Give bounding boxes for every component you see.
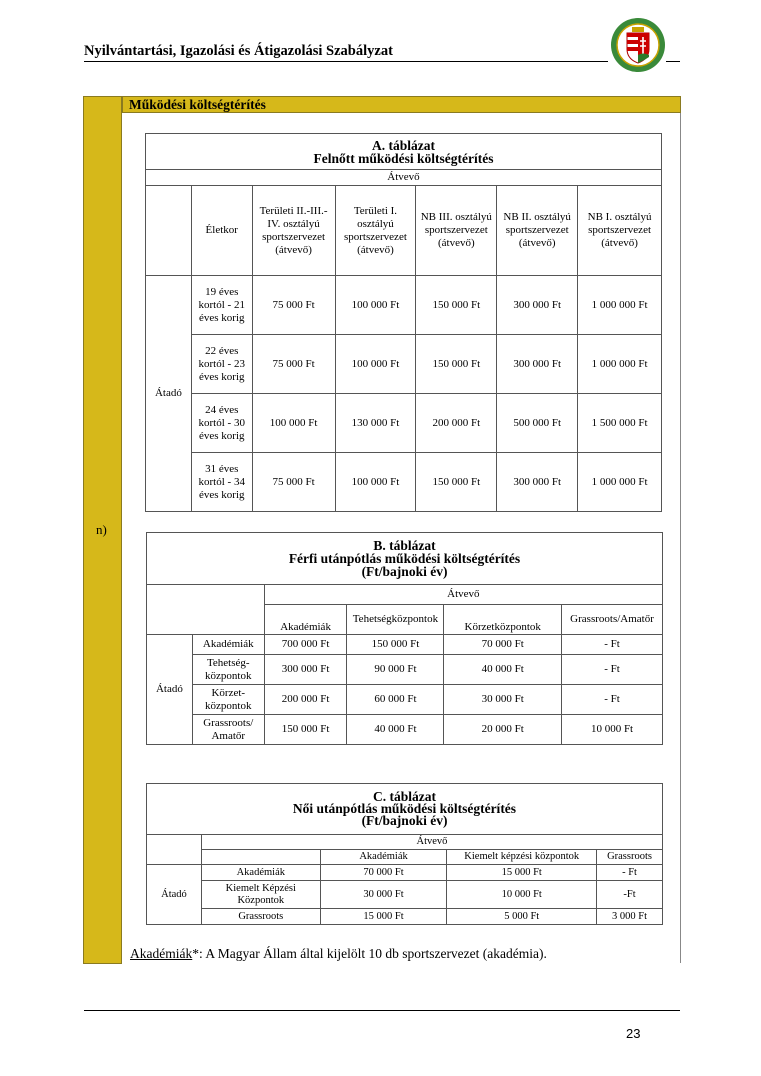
table-c-value: 15 000 Ft [447, 865, 597, 881]
table-a-value: 150 000 Ft [416, 453, 497, 512]
table-c-corner [147, 835, 202, 865]
table-b-row-label: Grassroots/ Amatőr [192, 715, 264, 745]
table-a-age-header: Életkor [191, 186, 252, 276]
section-label: n) [96, 522, 107, 537]
table-a-value: 100 000 Ft [335, 276, 416, 335]
table-a-col-header: NB I. osztályú sportszervezet (átvevő) [578, 186, 662, 276]
federation-crest-logo [610, 17, 666, 73]
table-row [146, 394, 662, 453]
table-b-value: 20 000 Ft [444, 715, 562, 745]
table-a-value: 300 000 Ft [497, 453, 578, 512]
section-heading: Működési költségtérítés [122, 96, 681, 113]
table-c-value: 15 000 Ft [320, 909, 447, 925]
table-a-value: 130 000 Ft [335, 394, 416, 453]
table-b-receiver-header: Átvevő [264, 585, 662, 605]
table-row [147, 655, 663, 685]
table-b-corner [147, 585, 265, 635]
footnote-term: Akadémiák [130, 946, 193, 961]
table-b-value: 10 000 Ft [562, 715, 663, 745]
table-b-subtitle: Férfi utánpótlás működési költségtérítés [288, 551, 521, 566]
table-a-age-cell: 24 éves kortól - 30 éves korig [191, 394, 252, 453]
table-c-value: 3 000 Ft [597, 909, 663, 925]
table-b-giver-label: Átadó [147, 635, 193, 745]
table-c-blank [201, 850, 320, 865]
table-b-unit: (Ft/bajnoki év) [361, 564, 448, 579]
table-b-title: B. táblázat [373, 538, 436, 553]
table-b-value: 200 000 Ft [264, 685, 347, 715]
table-b-value: 40 000 Ft [444, 655, 562, 685]
table-b-value: 40 000 Ft [347, 715, 444, 745]
table-a-value: 1 000 000 Ft [578, 335, 662, 394]
table-row [147, 865, 663, 881]
table-b-value: - Ft [562, 685, 663, 715]
table-b-value: 30 000 Ft [444, 685, 562, 715]
table-a-value: 100 000 Ft [252, 394, 335, 453]
table-a-col-header: Területi II.-III.-IV. osztályú sportszervezet (átvevő) [252, 186, 335, 276]
table-a-value: 500 000 Ft [497, 394, 578, 453]
table-b-row-label: Körzet-központok [192, 685, 264, 715]
table-row [147, 685, 663, 715]
footer-rule [84, 1010, 680, 1011]
table-a-value: 200 000 Ft [416, 394, 497, 453]
table-row [147, 881, 663, 909]
header-rule-end [666, 61, 680, 62]
table-c-value: 70 000 Ft [320, 865, 447, 881]
table-c-row-label: Kiemelt Képzési Központok [201, 881, 320, 909]
table-c-value: -Ft [597, 881, 663, 909]
table-c-unit: (Ft/bajnoki év) [361, 813, 448, 828]
table-c-subtitle: Női utánpótlás működési költségtérítés [292, 801, 517, 816]
table-b-value: 70 000 Ft [444, 635, 562, 655]
table-b-col-header: Grassroots/Amatőr [562, 605, 663, 635]
table-c-giver-label: Átadó [147, 865, 202, 925]
table-a-value: 150 000 Ft [416, 335, 497, 394]
table-c-col-header: Akadémiák [320, 850, 447, 865]
table-c-row-label: Akadémiák [201, 865, 320, 881]
table-a-value: 1 500 000 Ft [578, 394, 662, 453]
table-b-col-header: Körzetközpontok [444, 605, 562, 635]
table-a-value: 300 000 Ft [497, 335, 578, 394]
table-row [146, 453, 662, 512]
table-a-value: 150 000 Ft [416, 276, 497, 335]
table-c [146, 783, 663, 925]
table-b-value: 150 000 Ft [264, 715, 347, 745]
section-right-border [680, 113, 681, 963]
table-a-value: 1 000 000 Ft [578, 276, 662, 335]
table-c-value: 10 000 Ft [447, 881, 597, 909]
table-c-title-cell [147, 784, 663, 835]
table-a-value: 75 000 Ft [252, 335, 335, 394]
table-c-col-header: Grassroots [597, 850, 663, 865]
table-b-col-header: Tehetségközpontok [347, 605, 444, 635]
table-a-giver-label: Átadó [146, 276, 192, 512]
table-b-value: 300 000 Ft [264, 655, 347, 685]
table-b [146, 532, 663, 745]
table-row [147, 715, 663, 745]
table-b-value: - Ft [562, 655, 663, 685]
table-a-age-cell: 22 éves kortól - 23 éves korig [191, 335, 252, 394]
table-row [147, 635, 663, 655]
table-a-value: 100 000 Ft [335, 335, 416, 394]
table-a-title-cell [146, 134, 662, 170]
table-a-value: 100 000 Ft [335, 453, 416, 512]
table-row [146, 335, 662, 394]
table-a-age-cell: 31 éves kortól - 34 éves korig [191, 453, 252, 512]
table-a-value: 75 000 Ft [252, 276, 335, 335]
table-c-title: C. táblázat [373, 789, 436, 804]
table-c-receiver-header: Átvevő [201, 835, 662, 850]
table-a-col-header: NB III. osztályú sportszervezet (átvevő) [416, 186, 497, 276]
table-b-value: 90 000 Ft [347, 655, 444, 685]
footnote-text: *: A Magyar Állam által kijelölt 10 db sportszervezet (akadémia). [192, 946, 547, 961]
table-b-value: 700 000 Ft [264, 635, 347, 655]
table-b-row-label: Akadémiák [192, 635, 264, 655]
table-row [147, 909, 663, 925]
table-a-title: A. táblázat [372, 137, 435, 153]
table-c-value: 5 000 Ft [447, 909, 597, 925]
table-b-row-label: Tehetség-központok [192, 655, 264, 685]
footnote [130, 946, 547, 962]
table-c-value: - Ft [597, 865, 663, 881]
table-a-age-cell: 19 éves kortól - 21 éves korig [191, 276, 252, 335]
table-c-col-header: Kiemelt képzési központok [447, 850, 597, 865]
table-c-value: 30 000 Ft [320, 881, 447, 909]
table-b-value: 60 000 Ft [347, 685, 444, 715]
table-b-value: 150 000 Ft [347, 635, 444, 655]
table-a-col-header: NB II. osztályú sportszervezet (átvevő) [497, 186, 578, 276]
table-a-value: 75 000 Ft [252, 453, 335, 512]
table-b-title-cell [147, 533, 663, 585]
table-a-value: 1 000 000 Ft [578, 453, 662, 512]
table-a [145, 133, 662, 512]
table-b-value: - Ft [562, 635, 663, 655]
table-b-col-header: Akadémiák [264, 605, 347, 635]
table-a-value: 300 000 Ft [497, 276, 578, 335]
document-title: Nyilvántartási, Igazolási és Átigazolási Szabályzat [84, 43, 393, 59]
table-c-row-label: Grassroots [201, 909, 320, 925]
table-row [146, 276, 662, 335]
page-number: 23 [626, 1026, 641, 1041]
table-a-col-header: Területi I. osztályú sportszervezet (átvevő) [335, 186, 416, 276]
table-a-subtitle: Felnőtt működési költségtérítés [313, 150, 494, 166]
table-a-corner [146, 186, 192, 276]
table-a-receiver-header: Átvevő [146, 170, 662, 186]
header-rule [84, 61, 608, 62]
